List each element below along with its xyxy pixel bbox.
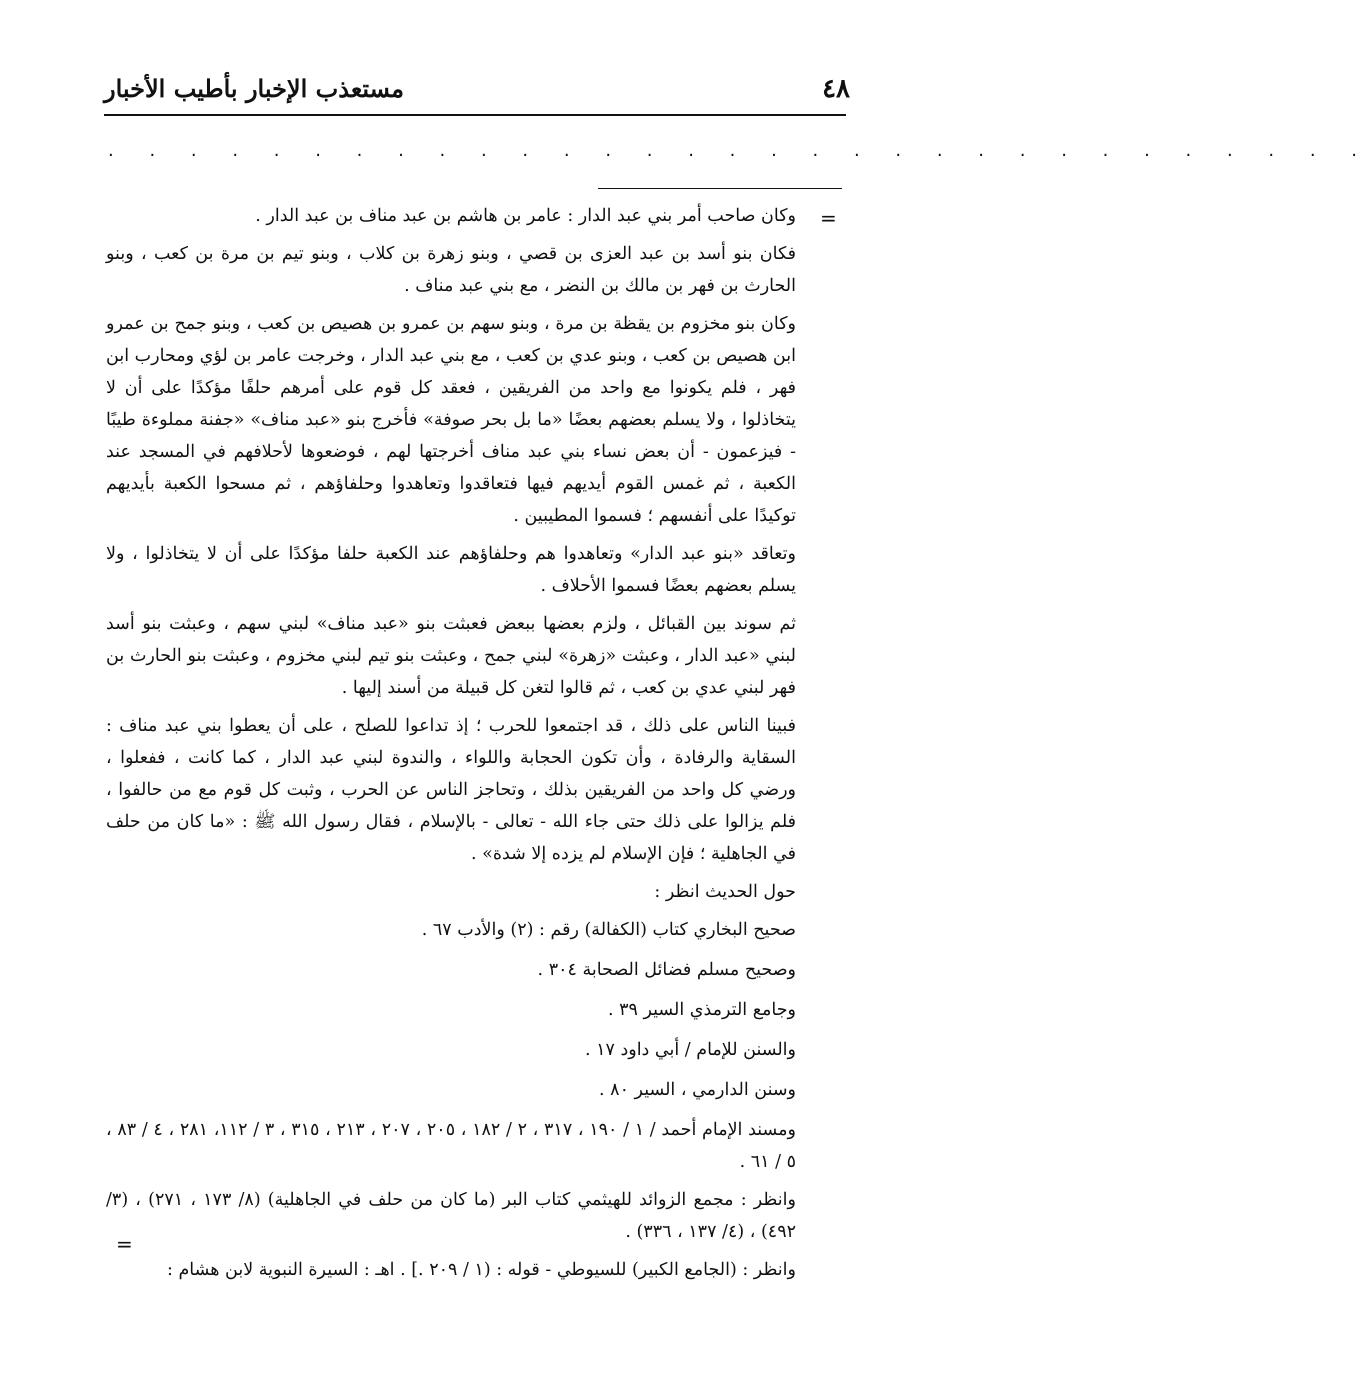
continuation-mark-bottom: = [116, 1232, 133, 1256]
source-citation: والسنن للإمام / أبي داود ١٧ . [584, 1040, 796, 1060]
paragraph: وكان صاحب أمر بني عبد الدار : عامر بن هاشم بن عبد مناف بن عبد الدار . [255, 206, 796, 226]
source-citation: وانظر : مجمع الزوائد للهيثمي كتاب البر (ما كان من حلف في الجاهلية) (٨/ ١٧٣ ، ٢٧١) ، (٣/ ٤٩٢) ، (٤/ ١٣٧ ، ٣٣٦) . [106, 1190, 796, 1242]
paragraph: ثم سوند بين القبائل ، ولزم بعضها ببعض فعبثت بنو «عبد مناف» لبني سهم ، وعبثت بنو أسد لبني «عبد الدار ، وعبثت «زهرة» لبني جمح ، وعبثت بنو تيم لبني مخزوم ، وعبثت بنو الحارث بن فهر لبني عدي بن كعب ، ثم قالوا لتغن كل قبيلة من أسند إليها . [106, 614, 796, 698]
paragraph: حول الحديث انظر : [654, 882, 796, 902]
source-citation: وصحيح مسلم فضائل الصحابة ٣٠٤ . [537, 960, 796, 980]
separator-dots: . . . . . . . . . . . . . . . . . . . . . . . . . . . . . . . [108, 140, 1372, 161]
source-citation: ومسند الإمام أحمد / ١ / ١٩٠ ، ٣١٧ ، ٢ / ١٨٢ ، ٢٠٥ ، ٢٠٧ ، ٢١٣ ، ٣١٥ ، ٣ / ١١٢، ٢٨١ ، ٤ / ٨٣ ، ٥ / ٦١ . [106, 1120, 796, 1172]
paragraph: فبينا الناس على ذلك ، قد اجتمعوا للحرب ؛ إذ تداعوا للصلح ، على أن يعطوا بني عبد مناف : السقاية والرفادة ، وأن تكون الحجابة واللواء ، والندوة لبني عبد الدار ، كما كانت ، ففعلوا ، ورضي كل واحد من الفريقين بذلك ، وتحاجز الناس عن الحرب ، وثبت كل قوم مع من حالفوا ، فلم يزالوا على ذلك حتى جاء الله - تعالى - بالإسلام ، فقال رسول الله ﷺ : «ما كان من حلف في الجاهلية ؛ فإن الإسلام لم يزده إلا شدة» . [106, 716, 796, 864]
source-citation: صحيح البخاري كتاب (الكفالة) رقم : (٢) والأدب ٦٧ . [421, 920, 796, 940]
paragraph: وتعاقد «بنو عبد الدار» وتعاهدوا هم وحلفاؤهم عند الكعبة حلفا مؤكدًا على أن لا يتخاذلوا ، ولا يسلم بعضهم بعضًا فسموا الأحلاف . [106, 544, 796, 596]
continuation-mark-top: = [820, 206, 837, 230]
source-citation: وانظر : (الجامع الكبير) للسيوطي - قوله : (١ / ٢٠٩ .] . اهـ : السيرة النبوية لابن هشام : [167, 1260, 796, 1280]
page-number: ٤٨ [822, 74, 850, 104]
source-citation: وجامع الترمذي السير ٣٩ . [607, 1000, 796, 1020]
footnote-body [106, 200, 796, 1292]
source-citation: وسنن الدارمي ، السير ٨٠ . [599, 1080, 796, 1100]
paragraph: فكان بنو أسد بن عبد العزى بن قصي ، وبنو زهرة بن كلاب ، وبنو تيم بن مرة بن كعب ، وبنو الحارث بن فهر بن مالك بن النضر ، مع بني عبد مناف . [106, 244, 796, 296]
running-title: مستعذب الإخبار بأطيب الأخبار [104, 74, 404, 103]
footnote-rule [598, 188, 842, 189]
page-header [104, 72, 850, 112]
paragraph: وكان بنو مخزوم بن يقظة بن مرة ، وبنو سهم بن عمرو بن هصيص بن كعب ، وبنو جمح بن عمرو ابن هصيص بن كعب ، وبنو عدي بن كعب ، مع بني عبد الدار ، وخرجت عامر بن لؤي ومحارب ابن فهر ، فلم يكونوا مع واحد من الفريقين ، فعقد كل قوم على أمرهم حلفًا مؤكدًا على أن لا يتخاذلوا ، ولا يسلم بعضهم بعضًا «ما بل بحر صوفة» فأخرج بنو «عبد مناف» «جفنة مملوءة طيبًا - فيزعمون - أن بعض نساء بني عبد مناف أخرجتها لهم ، فوضعوها لأحلافهم في المسجد عند الكعبة ، ثم غمس القوم أيديهم فيها فتعاقدوا وتعاهدوا وحلفاؤهم ، ثم مسحوا الكعبة بأيديهم توكيدًا على أنفسهم ؛ فسموا المطيبين . [106, 314, 796, 526]
header-rule [104, 114, 846, 116]
